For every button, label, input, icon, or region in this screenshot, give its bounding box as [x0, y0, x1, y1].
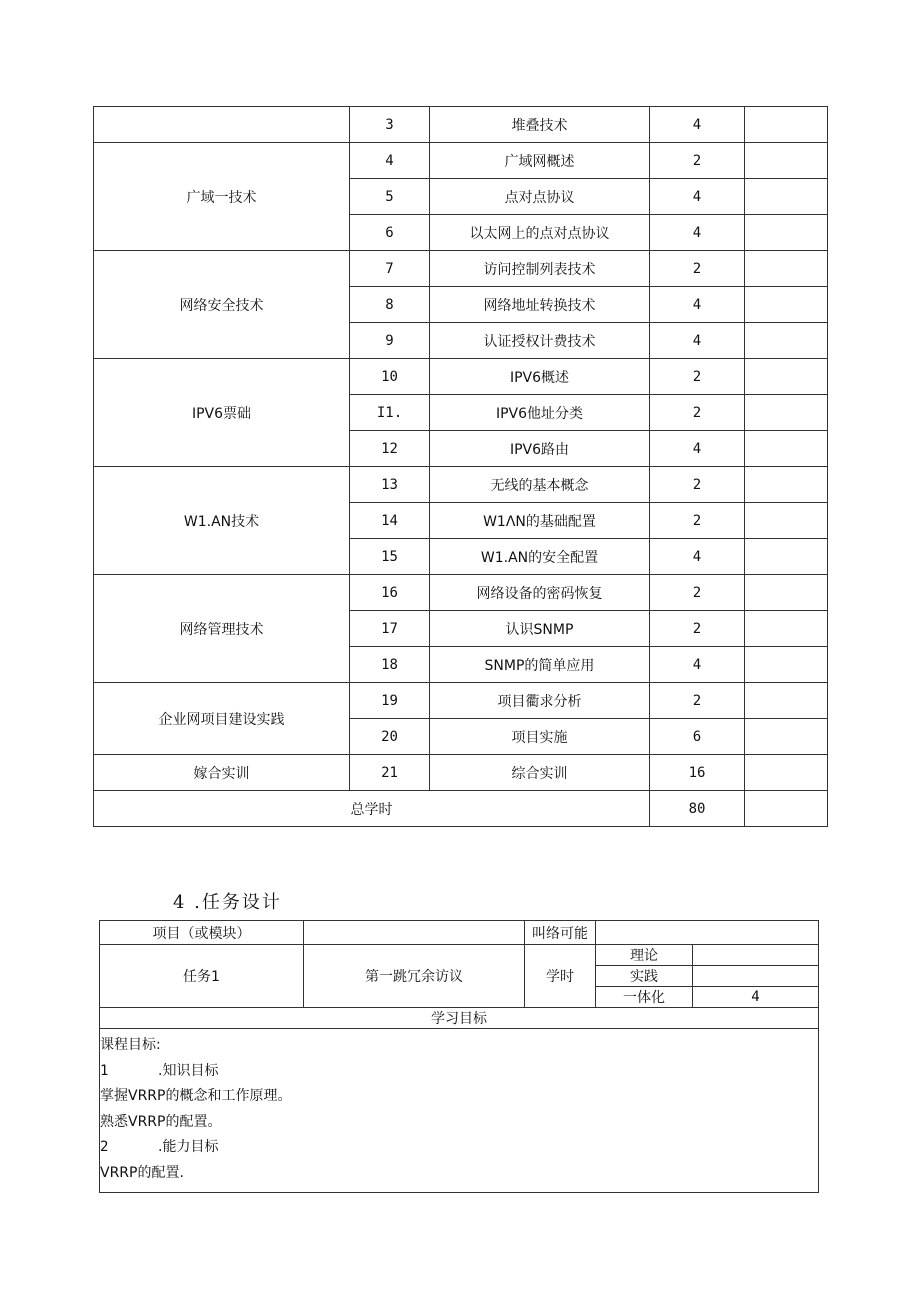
total-label: 总学时: [94, 791, 650, 827]
theory-label: 理论: [596, 945, 693, 966]
remarks-cell: [745, 791, 828, 827]
lesson-title: 访问控制列表技术: [430, 251, 650, 287]
lesson-number: 20: [350, 719, 430, 755]
lesson-number: I1.: [350, 395, 430, 431]
remarks-cell: [745, 503, 828, 539]
objective-number: 1: [100, 1062, 109, 1079]
lesson-hours: 2: [650, 503, 745, 539]
lesson-number: 5: [350, 179, 430, 215]
remarks-cell: [745, 611, 828, 647]
hours-label: 学时: [525, 945, 596, 1008]
lesson-number: 14: [350, 503, 430, 539]
lesson-hours: 6: [650, 719, 745, 755]
practice-label: 实践: [596, 966, 693, 987]
lesson-title: 网络地址转换技术: [430, 287, 650, 323]
lesson-number: 18: [350, 647, 430, 683]
lesson-hours: 4: [650, 287, 745, 323]
remarks-cell: [745, 431, 828, 467]
total-hours: 80: [650, 791, 745, 827]
lesson-hours: 2: [650, 395, 745, 431]
remarks-cell: [745, 179, 828, 215]
table-row: [94, 467, 828, 503]
lesson-number: 3: [350, 107, 430, 143]
objective-line: [100, 1110, 818, 1136]
lesson-number: 12: [350, 431, 430, 467]
objective-text: 熟悉VRRP的配置。: [100, 1113, 222, 1130]
remarks-cell: [745, 215, 828, 251]
module-name: IPV6票础: [94, 359, 350, 467]
lesson-title: 广域网概述: [430, 143, 650, 179]
module-name: 广域一技术: [94, 143, 350, 251]
table-row: [94, 683, 828, 719]
module-name: [94, 107, 350, 143]
lesson-title: 认识SNMP: [430, 611, 650, 647]
table-row: [94, 251, 828, 287]
remarks-cell: [745, 107, 828, 143]
remarks-cell: [745, 287, 828, 323]
table-row: [94, 359, 828, 395]
lesson-hours: 4: [650, 215, 745, 251]
module-name: W1.AN技术: [94, 467, 350, 575]
task-name: 第一跳冗余访议: [304, 945, 525, 1008]
lesson-number: 6: [350, 215, 430, 251]
objective-number: 2: [100, 1139, 109, 1155]
lesson-title: 项目衢求分析: [430, 683, 650, 719]
objective-line: [100, 1161, 818, 1187]
table-row: [94, 107, 828, 143]
remarks-cell: [745, 251, 828, 287]
lesson-number: 10: [350, 359, 430, 395]
ability-value: [596, 921, 819, 945]
remarks-cell: [745, 575, 828, 611]
lesson-number: 19: [350, 683, 430, 719]
project-value: [304, 921, 525, 945]
remarks-cell: [745, 395, 828, 431]
lesson-hours: 16: [650, 755, 745, 791]
remarks-cell: [745, 683, 828, 719]
table-row: [94, 143, 828, 179]
remarks-cell: [745, 647, 828, 683]
lesson-title: IPV6路由: [430, 431, 650, 467]
lesson-hours: 2: [650, 575, 745, 611]
lesson-number: 16: [350, 575, 430, 611]
practice-value: [693, 966, 819, 987]
remarks-cell: [745, 539, 828, 575]
lesson-number: 4: [350, 143, 430, 179]
objective-text: VRRP的配置.: [100, 1164, 184, 1181]
objective-line: [100, 1135, 818, 1161]
remarks-cell: [745, 467, 828, 503]
task-design-table: [99, 920, 819, 1193]
lesson-title: 项目实施: [430, 719, 650, 755]
objective-text: .能力目标: [158, 1139, 219, 1155]
lesson-number: 7: [350, 251, 430, 287]
lesson-title: 网络设备的密码恢复: [430, 575, 650, 611]
table-row: [94, 755, 828, 791]
objective-line: [100, 1084, 818, 1110]
ability-label: 叫络可能: [525, 921, 596, 945]
integrated-label: 一体化: [596, 987, 693, 1008]
lesson-title: 综合实训: [430, 755, 650, 791]
objectives-header: 学习目标: [100, 1008, 819, 1029]
lesson-title: IPV6他址分类: [430, 395, 650, 431]
lesson-hours: 4: [650, 107, 745, 143]
lesson-hours: 2: [650, 611, 745, 647]
lesson-title: SNMP的简单应用: [430, 647, 650, 683]
lesson-title: 认证授权计费技术: [430, 323, 650, 359]
theory-value: [693, 945, 819, 966]
objective-text: 课程目标:: [100, 1037, 161, 1053]
lesson-hours: 4: [650, 647, 745, 683]
lesson-title: W1ΛN的基础配置: [430, 503, 650, 539]
lesson-title: 堆叠技术: [430, 107, 650, 143]
lesson-number: 9: [350, 323, 430, 359]
remarks-cell: [745, 719, 828, 755]
lesson-title: 点对点协议: [430, 179, 650, 215]
lesson-hours: 2: [650, 683, 745, 719]
objective-line: [100, 1059, 818, 1085]
lesson-hours: 4: [650, 323, 745, 359]
lesson-number: 21: [350, 755, 430, 791]
project-label: 项目（或模块）: [100, 921, 304, 945]
lesson-hours: 2: [650, 467, 745, 503]
lesson-title: IPV6概述: [430, 359, 650, 395]
lesson-title: 无线的基本概念: [430, 467, 650, 503]
module-name: 嫁合实训: [94, 755, 350, 791]
objective-text: .知识目标: [158, 1062, 219, 1079]
total-row: [94, 791, 828, 827]
lesson-hours: 2: [650, 251, 745, 287]
integrated-value: 4: [693, 987, 819, 1008]
lesson-hours: 4: [650, 539, 745, 575]
section-heading: 4 .任务设计: [173, 892, 282, 913]
lesson-number: 15: [350, 539, 430, 575]
lesson-hours: 2: [650, 143, 745, 179]
lesson-title: 以太网上的点对点协议: [430, 215, 650, 251]
lesson-number: 13: [350, 467, 430, 503]
lesson-number: 17: [350, 611, 430, 647]
lesson-hours: 4: [650, 179, 745, 215]
module-name: 企业网项目建设实践: [94, 683, 350, 755]
module-name: 网络管理技术: [94, 575, 350, 683]
lesson-title: W1.AN的安全配置: [430, 539, 650, 575]
objective-text: 掌握VRRP的概念和工作原理。: [100, 1088, 292, 1104]
remarks-cell: [745, 323, 828, 359]
remarks-cell: [745, 143, 828, 179]
objective-line: [100, 1033, 818, 1059]
module-name: 网络安全技术: [94, 251, 350, 359]
lesson-hours: 2: [650, 359, 745, 395]
lesson-hours: 4: [650, 431, 745, 467]
remarks-cell: [745, 359, 828, 395]
objectives-list: [100, 1029, 819, 1193]
table-row: [94, 575, 828, 611]
task-label: 任务1: [100, 945, 304, 1008]
lesson-number: 8: [350, 287, 430, 323]
course-hours-table: [93, 106, 828, 827]
remarks-cell: [745, 755, 828, 791]
